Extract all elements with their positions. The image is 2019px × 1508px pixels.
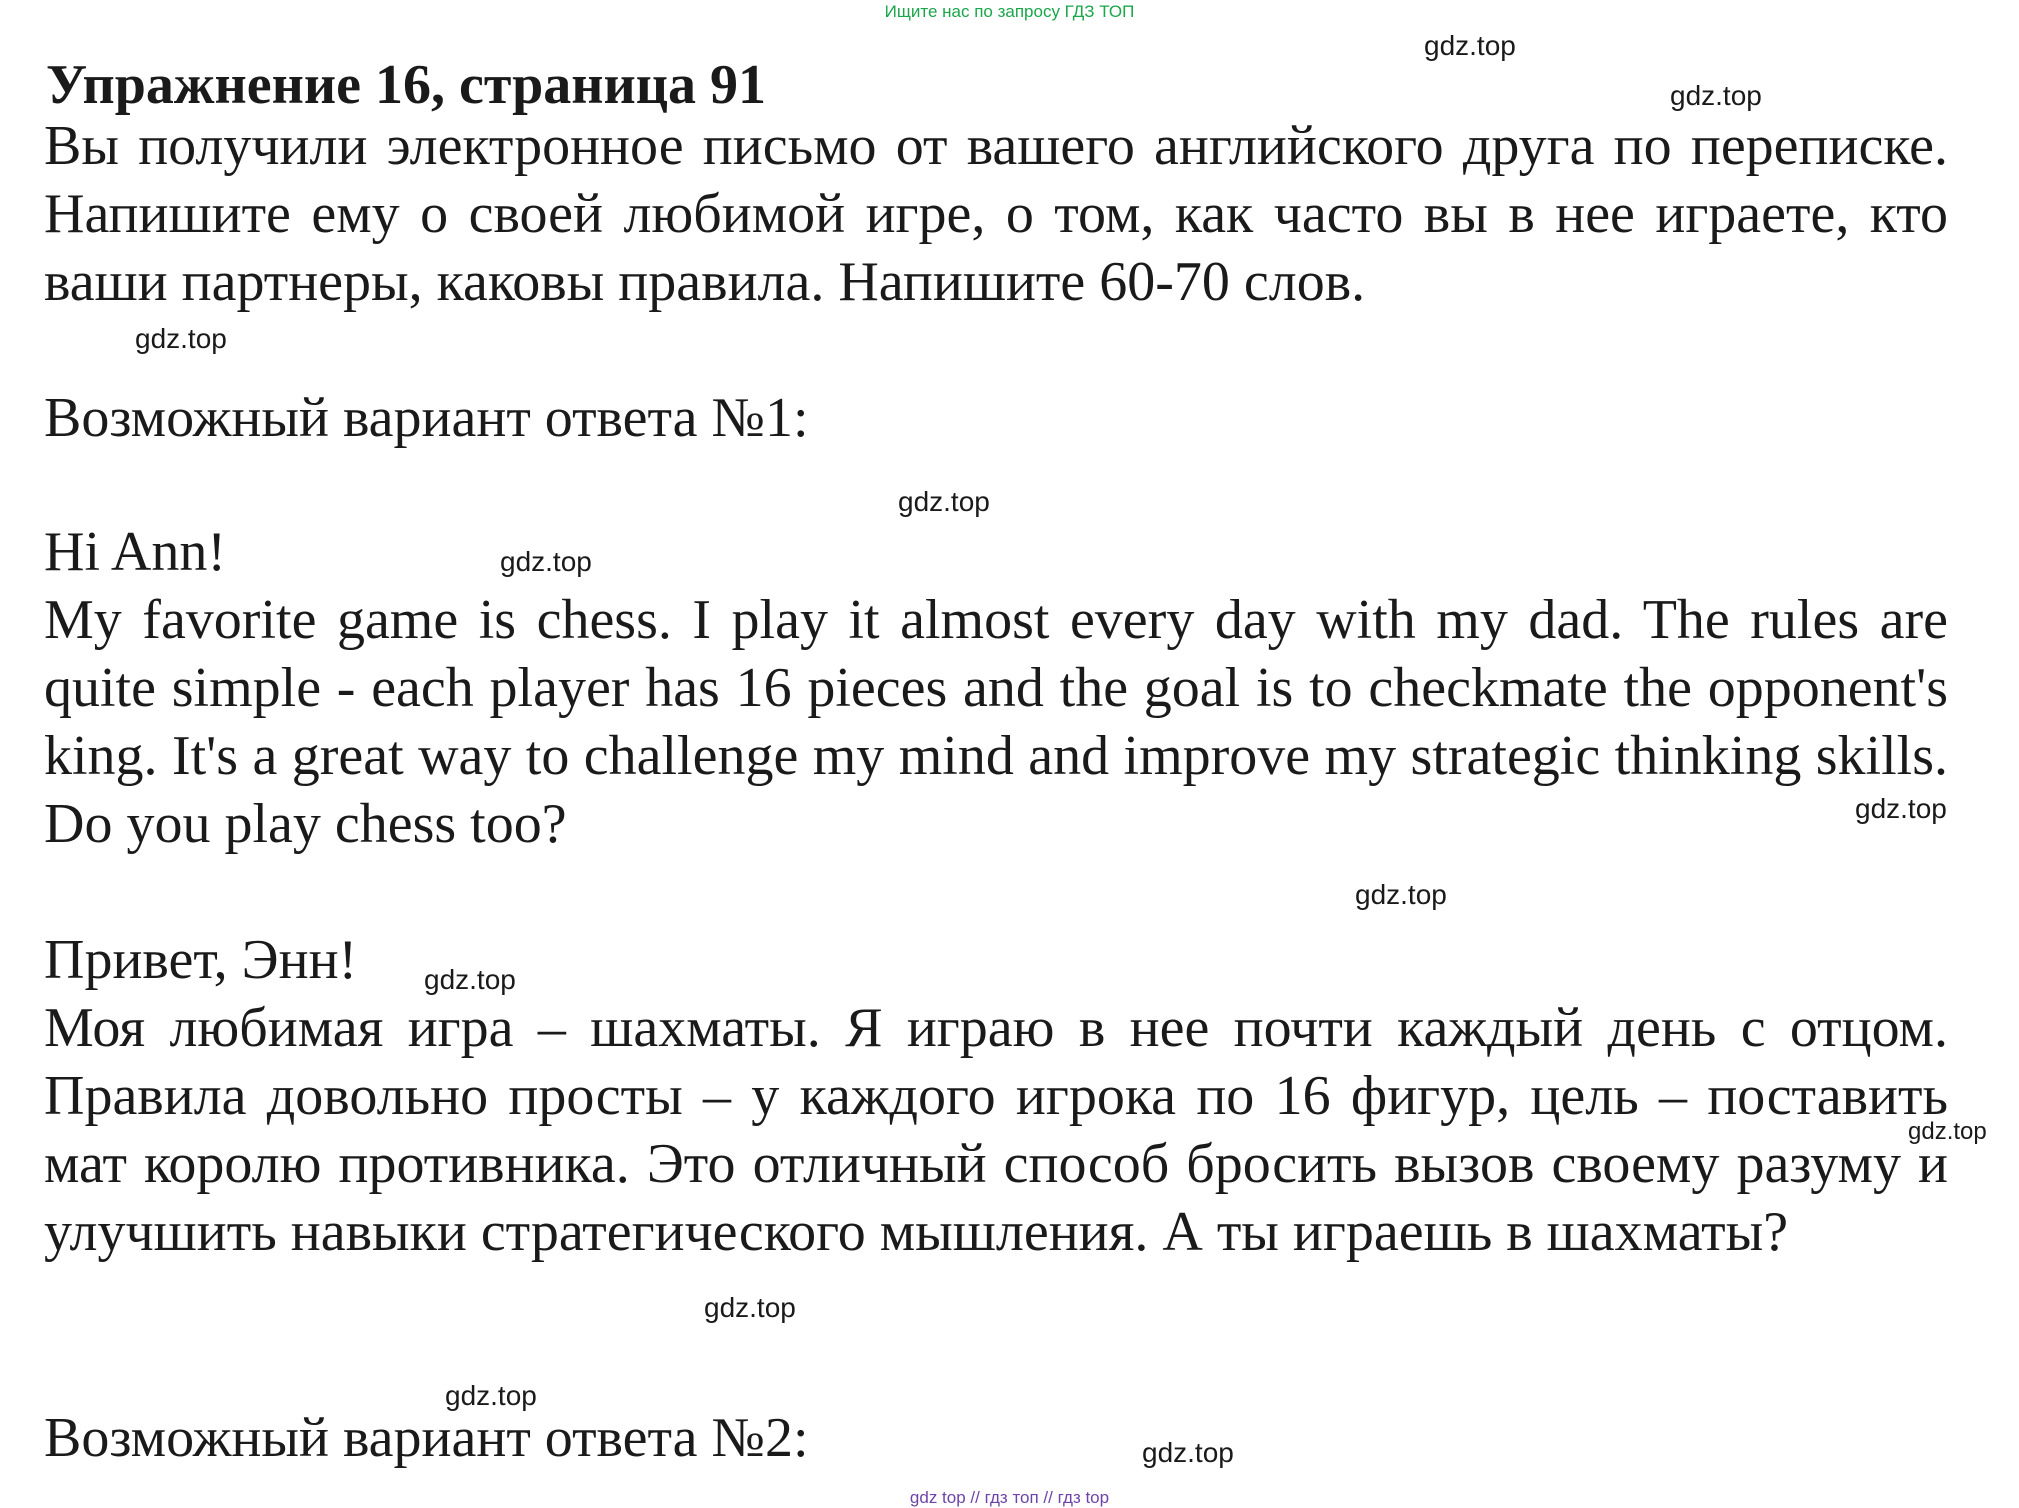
watermark: gdz.top: [424, 964, 516, 995]
watermark: gdz.top: [1355, 879, 1447, 910]
watermark: gdz.top: [500, 546, 592, 577]
watermark: gdz.top: [445, 1380, 537, 1411]
russian-greeting: Привет, Энн!: [44, 929, 358, 991]
task-text: Вы получили электронное письмо от вашего английского друга по переписке. Напишите ему о своей любимой игре, о том, как часто вы в нее играете, кто ваши партнеры, каковы правила. Напишите 60-70 слов.: [44, 115, 1948, 313]
watermark: gdz.top: [1855, 793, 1947, 824]
watermark: gdz.top: [1142, 1437, 1234, 1468]
english-greeting: Hi Ann!: [44, 521, 226, 583]
watermark: gdz.top: [704, 1292, 796, 1323]
russian-letter-body: Моя любимая игра – шахматы. Я играю в нее почти каждый день с отцом. Правила довольно просты – у каждого игрока по 16 фигур, цель – поставить мат королю противника. Это отличный способ бросить вызов своему разуму и улучшить навыки стратегического мышления. А ты играешь в шахматы?: [44, 997, 1948, 1263]
watermark: gdz.top: [1908, 1118, 1987, 1145]
english-letter-body: My favorite game is chess. I play it almost every day with my dad. The rules are quite simple - each player has 16 pieces and the goal is to checkmate the opponent's king. It's a great way to challenge my mind and improve my strategic thinking skills. Do you play chess too?: [44, 589, 1948, 855]
top-banner: Ищите нас по запросу ГДЗ ТОП: [884, 2, 1135, 21]
watermark: gdz.top: [898, 486, 990, 517]
watermark: gdz.top: [1670, 80, 1762, 111]
watermark: gdz.top: [135, 323, 227, 354]
bottom-banner: gdz top // гдз топ // гдз top: [909, 1488, 1110, 1507]
variant-2-label: Возможный вариант ответа №2:: [44, 1407, 809, 1469]
exercise-heading: Упражнение 16, страница 91: [46, 54, 767, 116]
watermark: gdz.top: [1424, 30, 1516, 61]
variant-1-label: Возможный вариант ответа №1:: [44, 387, 809, 449]
